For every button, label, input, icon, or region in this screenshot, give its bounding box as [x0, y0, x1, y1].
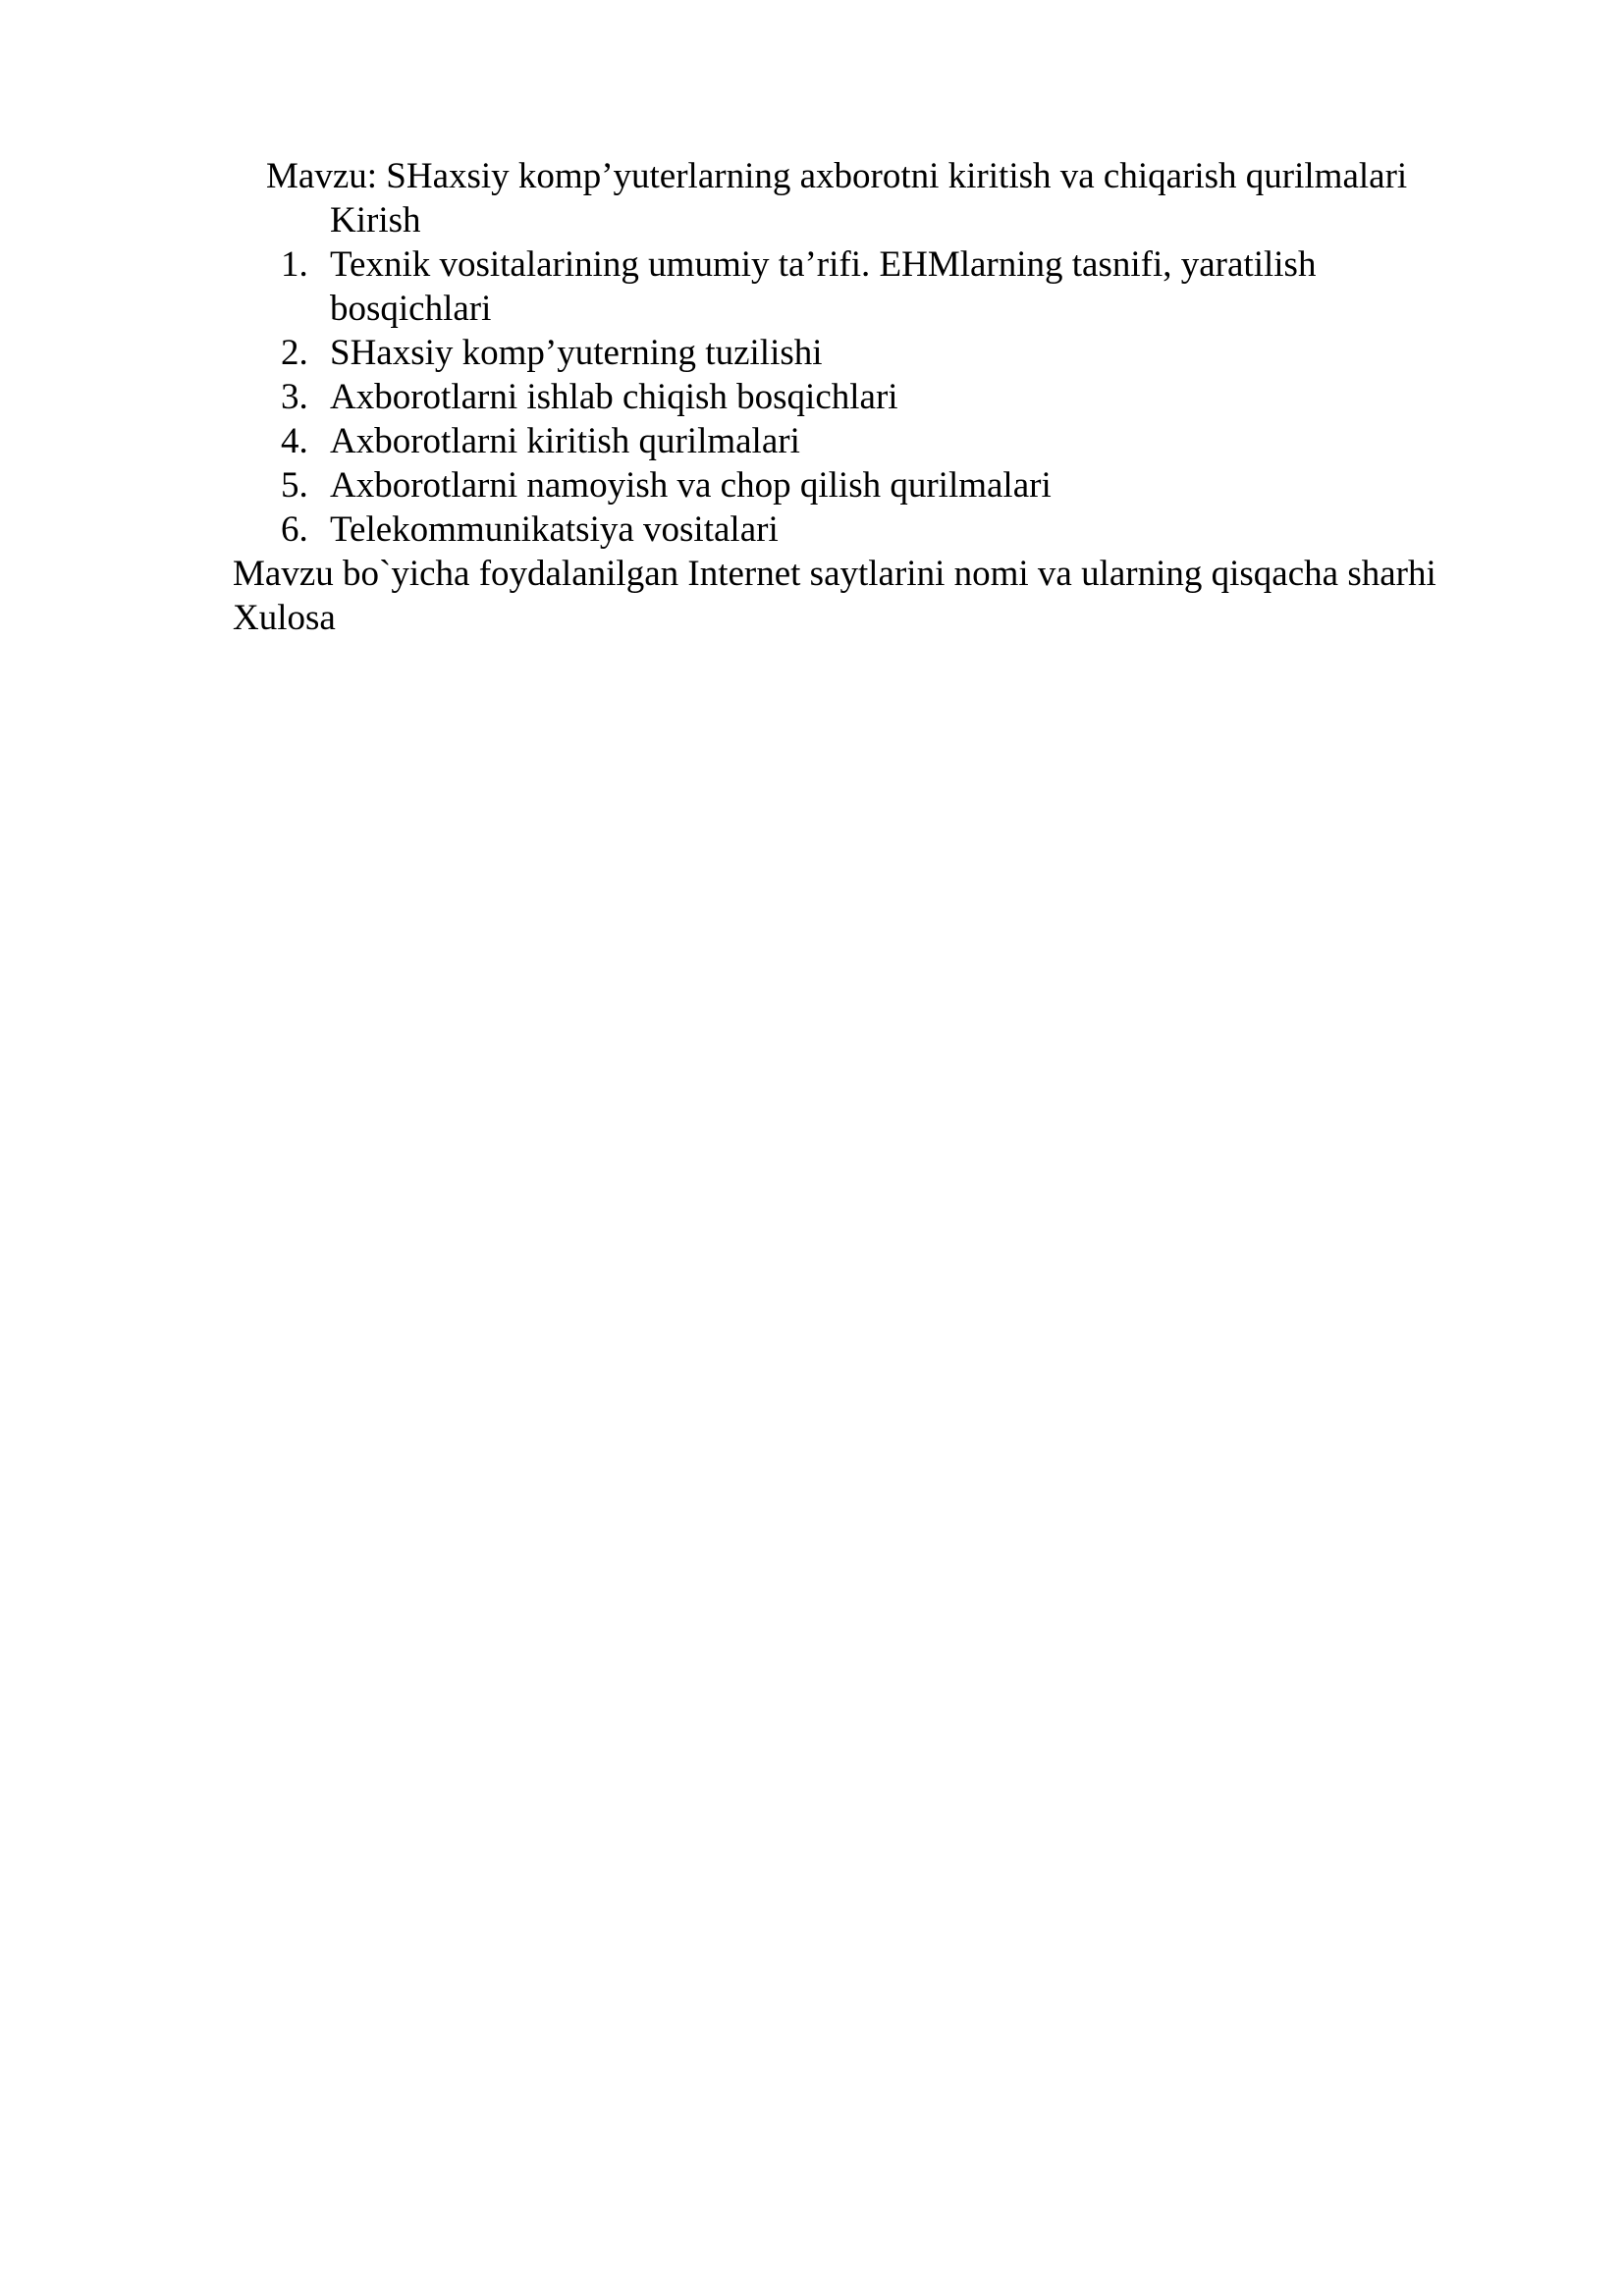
- list-item: [0, 242, 1390, 331]
- list-item-text: Texnik vositalarining umumiy ta’rifi. EHMlarning tasnifi, yaratilish bosqichlari: [330, 244, 1317, 329]
- page-title: Mavzu: SHaxsiy komp’yuterlarning axborotni kiritish va chiqarish qurilmalari: [266, 156, 1408, 196]
- intro-heading: Kirish: [330, 200, 421, 240]
- list-item-number: 3.: [281, 377, 308, 417]
- list-item-text: Axborotlarni kiritish qurilmalari: [330, 421, 800, 461]
- list-item-number: 5.: [281, 465, 308, 506]
- list-item: [0, 419, 1390, 463]
- list-item-number: 2.: [281, 333, 308, 373]
- list-item-number: 4.: [281, 421, 308, 461]
- list-item-text: Telekommunikatsiya vositalari: [330, 509, 779, 550]
- list-item: [0, 463, 1390, 507]
- list-item: [0, 375, 1390, 419]
- list-item-number: 6.: [281, 509, 308, 550]
- conclusion-heading: Xulosa: [233, 598, 336, 638]
- list-item-number: 1.: [281, 244, 308, 285]
- list-item: [0, 331, 1390, 375]
- list-item-text: Axborotlarni ishlab chiqish bosqichlari: [330, 377, 898, 417]
- sources-line: Mavzu bo`yicha foydalanilgan Internet saytlarini nomi va ularning qisqacha sharhi: [233, 554, 1436, 594]
- contents-list: [0, 242, 1390, 552]
- list-item-text: SHaxsiy komp’yuterning tuzilishi: [330, 333, 823, 373]
- list-item: [0, 507, 1390, 552]
- list-item-text: Axborotlarni namoyish va chop qilish qurilmalari: [330, 465, 1052, 506]
